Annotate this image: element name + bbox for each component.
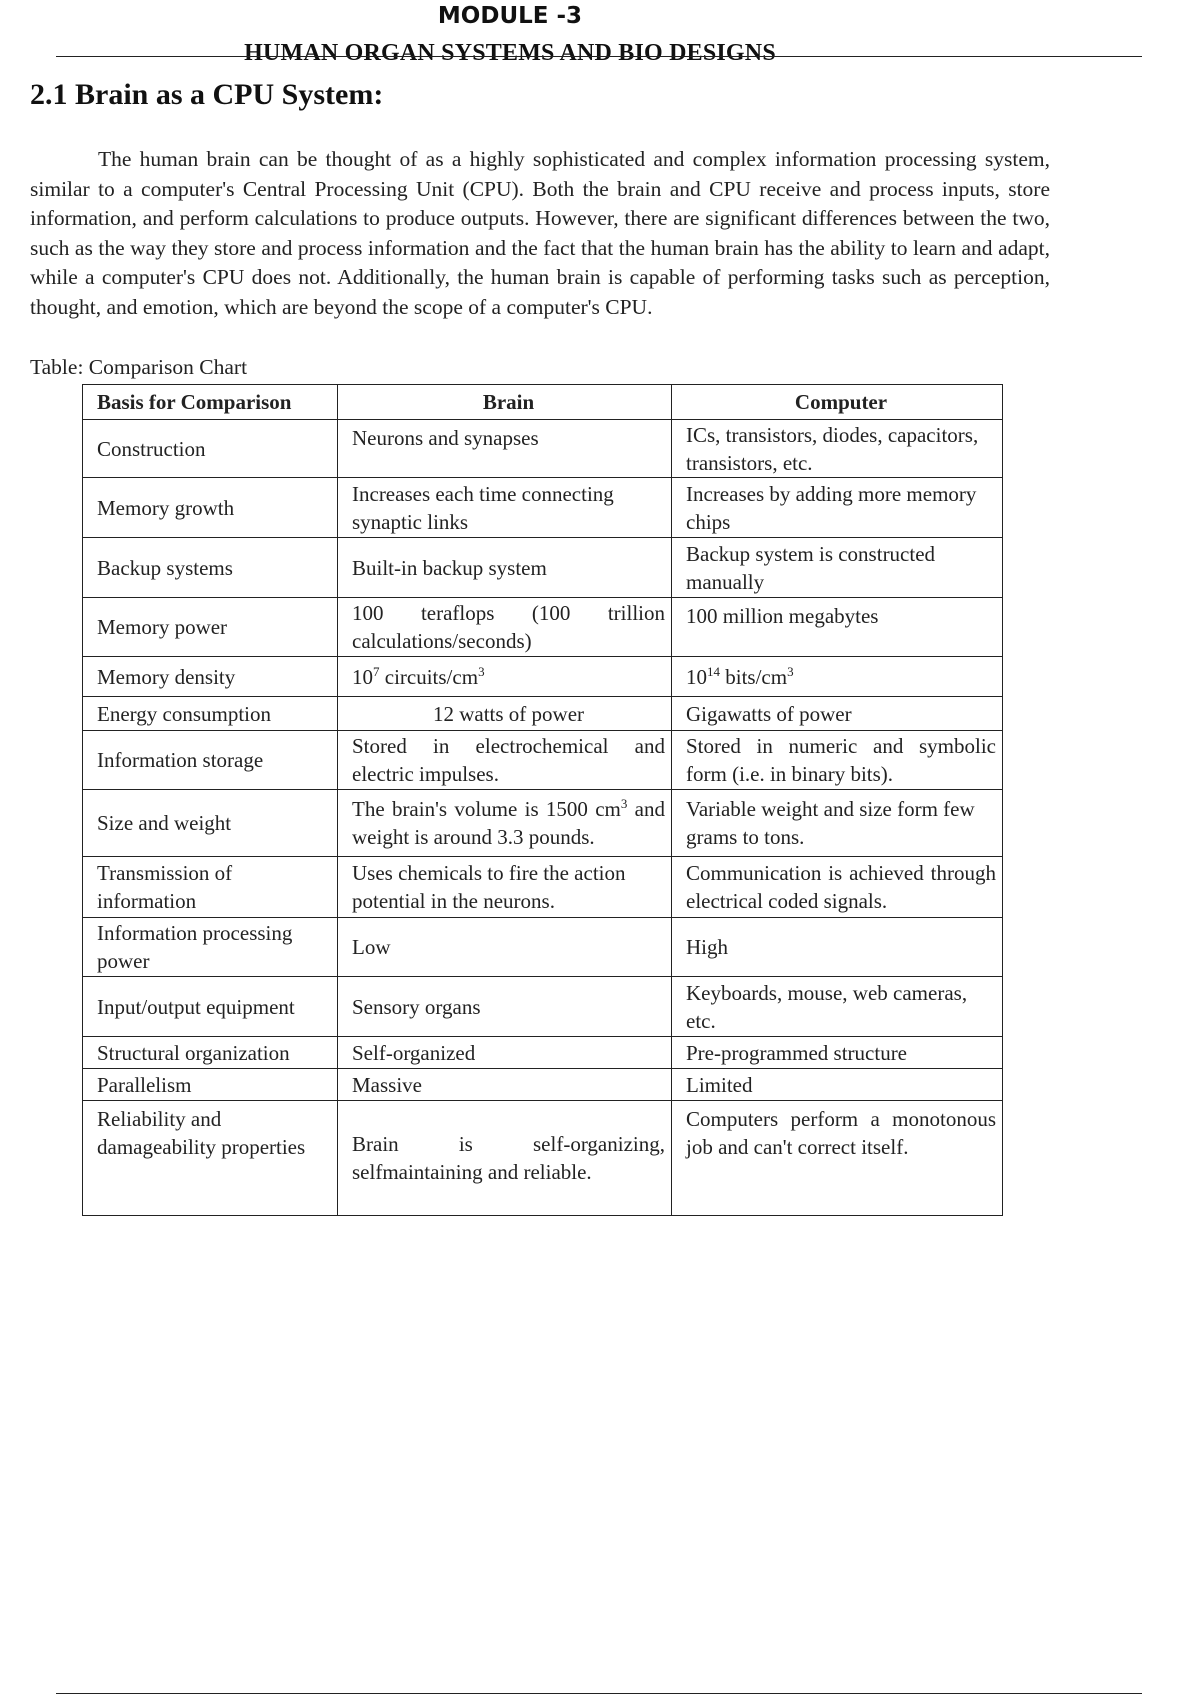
table-row bbox=[83, 918, 1003, 977]
brain-density-unit-exponent: 3 bbox=[478, 663, 485, 679]
computer-cell bbox=[672, 657, 1003, 697]
computer-cell: Computers perform a monotonous job and can't correct itself. bbox=[672, 1101, 1003, 1216]
computer-cell: Keyboards, mouse, web cameras, etc. bbox=[672, 977, 1003, 1037]
computer-density-base: 10 bbox=[686, 664, 707, 689]
table-header-row bbox=[83, 385, 1003, 420]
computer-density-unit-exponent: 3 bbox=[787, 663, 794, 679]
header-brain: Brain bbox=[338, 385, 672, 420]
brain-cell: Uses chemicals to fire the action potential in the neurons. bbox=[338, 857, 672, 918]
computer-density-unit: bits/cm bbox=[720, 664, 788, 689]
table-row bbox=[83, 731, 1003, 790]
brain-cell: Stored in electrochemical and electric impulses. bbox=[338, 731, 672, 790]
brain-density-exponent: 7 bbox=[373, 663, 380, 679]
brain-cell bbox=[338, 790, 672, 857]
module-title: MODULE -3 bbox=[437, 3, 583, 29]
section-heading: 2.1 Brain as a CPU System: bbox=[30, 78, 384, 111]
basis-cell: Parallelism bbox=[83, 1069, 338, 1101]
table-row bbox=[83, 697, 1003, 731]
table-row bbox=[83, 657, 1003, 697]
computer-cell: Pre-programmed structure bbox=[672, 1037, 1003, 1069]
computer-cell: 100 million megabytes bbox=[672, 598, 1003, 657]
computer-cell: Gigawatts of power bbox=[672, 697, 1003, 731]
header-basis: Basis for Comparison bbox=[83, 385, 338, 420]
footer-divider bbox=[56, 1693, 1142, 1694]
brain-cell: Increases each time connecting synaptic links bbox=[338, 478, 672, 538]
computer-cell: Variable weight and size form few grams to tons. bbox=[672, 790, 1003, 857]
document-subtitle: HUMAN ORGAN SYSTEMS AND BIO DESIGNS bbox=[244, 40, 776, 66]
basis-cell: Size and weight bbox=[83, 790, 338, 857]
basis-cell: Memory growth bbox=[83, 478, 338, 538]
basis-cell: Transmission of information bbox=[83, 857, 338, 918]
basis-cell: Energy consumption bbox=[83, 697, 338, 731]
table-row bbox=[83, 857, 1003, 918]
table-row bbox=[83, 598, 1003, 657]
brain-density-unit: circuits/cm bbox=[379, 664, 479, 689]
comparison-table bbox=[82, 384, 1003, 1216]
table-row bbox=[83, 420, 1003, 478]
table-row bbox=[83, 538, 1003, 598]
brain-size-text: The brain's volume is 1500 cm bbox=[352, 797, 621, 821]
table-row bbox=[83, 1101, 1003, 1216]
brain-cell: Massive bbox=[338, 1069, 672, 1101]
table-row bbox=[83, 1037, 1003, 1069]
basis-cell: Information processing power bbox=[83, 918, 338, 977]
brain-weight-text: and weight is around 3.3 pounds. bbox=[352, 797, 666, 849]
brain-cell: Neurons and synapses bbox=[338, 420, 672, 478]
basis-cell: Backup systems bbox=[83, 538, 338, 598]
computer-density-exponent: 14 bbox=[707, 663, 720, 679]
table-row bbox=[83, 790, 1003, 857]
intro-paragraph: The human brain can be thought of as a highly sophisticated and complex information processing system, similar to a computer's Central Processing Unit (CPU). Both the brain and CPU receive and process inputs, store information, and perform calculations to produce outputs. However, there are significant differences between the two, such as the way they store and process information and the fact that the human brain has the ability to learn and adapt, while a computer's CPU does not. Additionally, the human brain is capable of performing tasks such as perception, thought, and emotion, which are beyond the scope of a computer's CPU. bbox=[30, 147, 1050, 319]
header-computer: Computer bbox=[672, 385, 1003, 420]
basis-cell: Reliability and damageability properties bbox=[83, 1101, 338, 1216]
basis-cell: Memory power bbox=[83, 598, 338, 657]
brain-density-base: 10 bbox=[352, 664, 373, 689]
table-row bbox=[83, 478, 1003, 538]
brain-cell: 100 teraflops (100 trillion calculations/seconds) bbox=[338, 598, 672, 657]
table-caption: Table: Comparison Chart bbox=[30, 355, 248, 379]
table-row bbox=[83, 1069, 1003, 1101]
computer-cell: ICs, transistors, diodes, capacitors, transistors, etc. bbox=[672, 420, 1003, 478]
brain-cell: Self-organized bbox=[338, 1037, 672, 1069]
brain-cell: Sensory organs bbox=[338, 977, 672, 1037]
computer-cell: High bbox=[672, 918, 1003, 977]
computer-cell: Backup system is constructed manually bbox=[672, 538, 1003, 598]
brain-cell: 12 watts of power bbox=[338, 697, 672, 731]
computer-cell: Increases by adding more memory chips bbox=[672, 478, 1003, 538]
brain-size-exponent: 3 bbox=[620, 796, 628, 811]
computer-cell: Limited bbox=[672, 1069, 1003, 1101]
brain-cell bbox=[338, 657, 672, 697]
basis-cell: Memory density bbox=[83, 657, 338, 697]
table-row bbox=[83, 977, 1003, 1037]
computer-cell: Stored in numeric and symbolic form (i.e. in binary bits). bbox=[672, 731, 1003, 790]
basis-cell: Information storage bbox=[83, 731, 338, 790]
basis-cell: Input/output equipment bbox=[83, 977, 338, 1037]
basis-cell: Construction bbox=[83, 420, 338, 478]
basis-cell: Structural organization bbox=[83, 1037, 338, 1069]
brain-cell: Brain is self-organizing, selfmaintaining and reliable. bbox=[338, 1101, 672, 1216]
brain-cell: Built-in backup system bbox=[338, 538, 672, 598]
header-divider bbox=[56, 56, 1142, 57]
brain-cell: Low bbox=[338, 918, 672, 977]
computer-cell: Communication is achieved through electrical coded signals. bbox=[672, 857, 1003, 918]
